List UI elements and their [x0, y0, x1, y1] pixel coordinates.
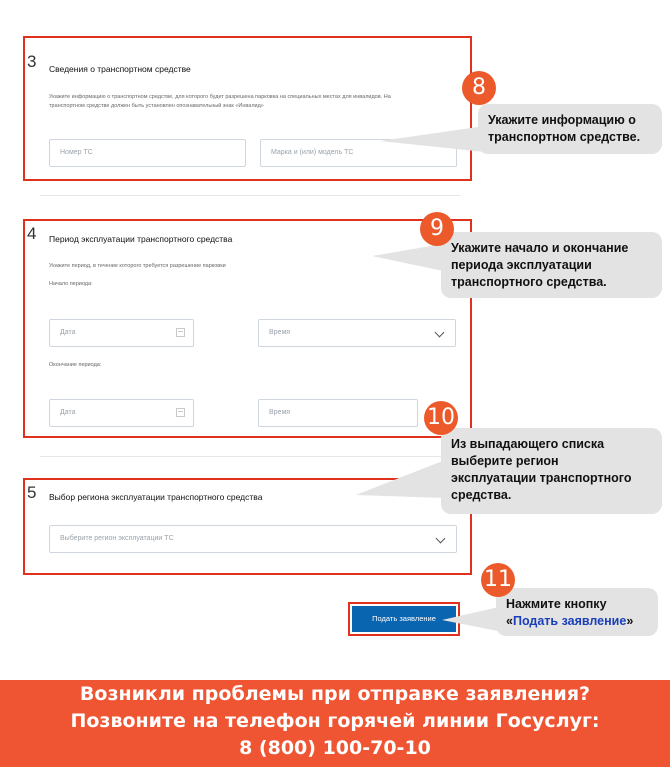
callout-10: Из выпадающего списка выберите регион эксплуатации транспортного средства.: [441, 428, 662, 514]
footer-line-1: Возникли проблемы при отправке заявления?: [79, 683, 591, 705]
section-title: Выбор региона эксплуатации транспортного средства: [49, 492, 263, 502]
start-time-select[interactable]: Время: [258, 319, 456, 347]
callout-9: Укажите начало и окончание периода эксплуатации транспортного средства.: [441, 232, 662, 298]
section-description: Укажите период, в течение которого требуется разрешение парковки: [49, 263, 226, 269]
step-badge-9: 9: [420, 212, 454, 246]
hotline-footer: [0, 680, 670, 767]
callout-8-pointer: [380, 126, 485, 152]
footer-line-2: Позвоните на телефон горячей линии Госуслуг:: [70, 710, 600, 732]
end-date-input[interactable]: Дата: [49, 399, 194, 427]
submit-button[interactable]: Подать заявление: [352, 606, 456, 632]
step-badge-11: 11: [481, 563, 515, 597]
callout-10-pointer: [356, 460, 445, 498]
callout-9-pointer: [372, 243, 448, 272]
region-select[interactable]: Выберите регион эксплуатации ТС: [49, 525, 457, 553]
step-badge-10: 10: [424, 401, 458, 435]
vehicle-number-input[interactable]: Номер ТС: [49, 139, 246, 167]
start-period-label: Начало периода:: [49, 281, 93, 287]
callout-8: Укажите информацию о транспортном средстве.: [478, 104, 662, 154]
step-badge-8: 8: [462, 71, 496, 105]
end-period-label: Окончание периода:: [49, 362, 102, 368]
section-title: Сведения о транспортном средстве: [49, 64, 191, 74]
vehicle-model-input[interactable]: Марка и (или) модель ТС: [260, 139, 457, 167]
start-date-input[interactable]: Дата: [49, 319, 194, 347]
section-description: Укажите информацию о транспортном средстве, для которого будет разрешена парковка на специальных местах для инвалидов. На транспортном средстве должен быть установлен опознавательный знак «Инвалид»: [49, 94, 391, 109]
section-number: 3: [27, 52, 37, 71]
callout-11: Нажмите кнопку «Подать заявление»: [496, 588, 658, 636]
callout-11-pointer: [442, 606, 503, 632]
section-title: Период эксплуатации транспортного средства: [49, 234, 233, 244]
submit-link-text: Подать заявление: [512, 614, 627, 628]
section-number: 5: [27, 483, 37, 502]
hotline-phone: 8 (800) 100-70-10: [239, 737, 431, 759]
end-time-input[interactable]: Время: [258, 399, 418, 427]
section-number: 4: [27, 224, 37, 243]
